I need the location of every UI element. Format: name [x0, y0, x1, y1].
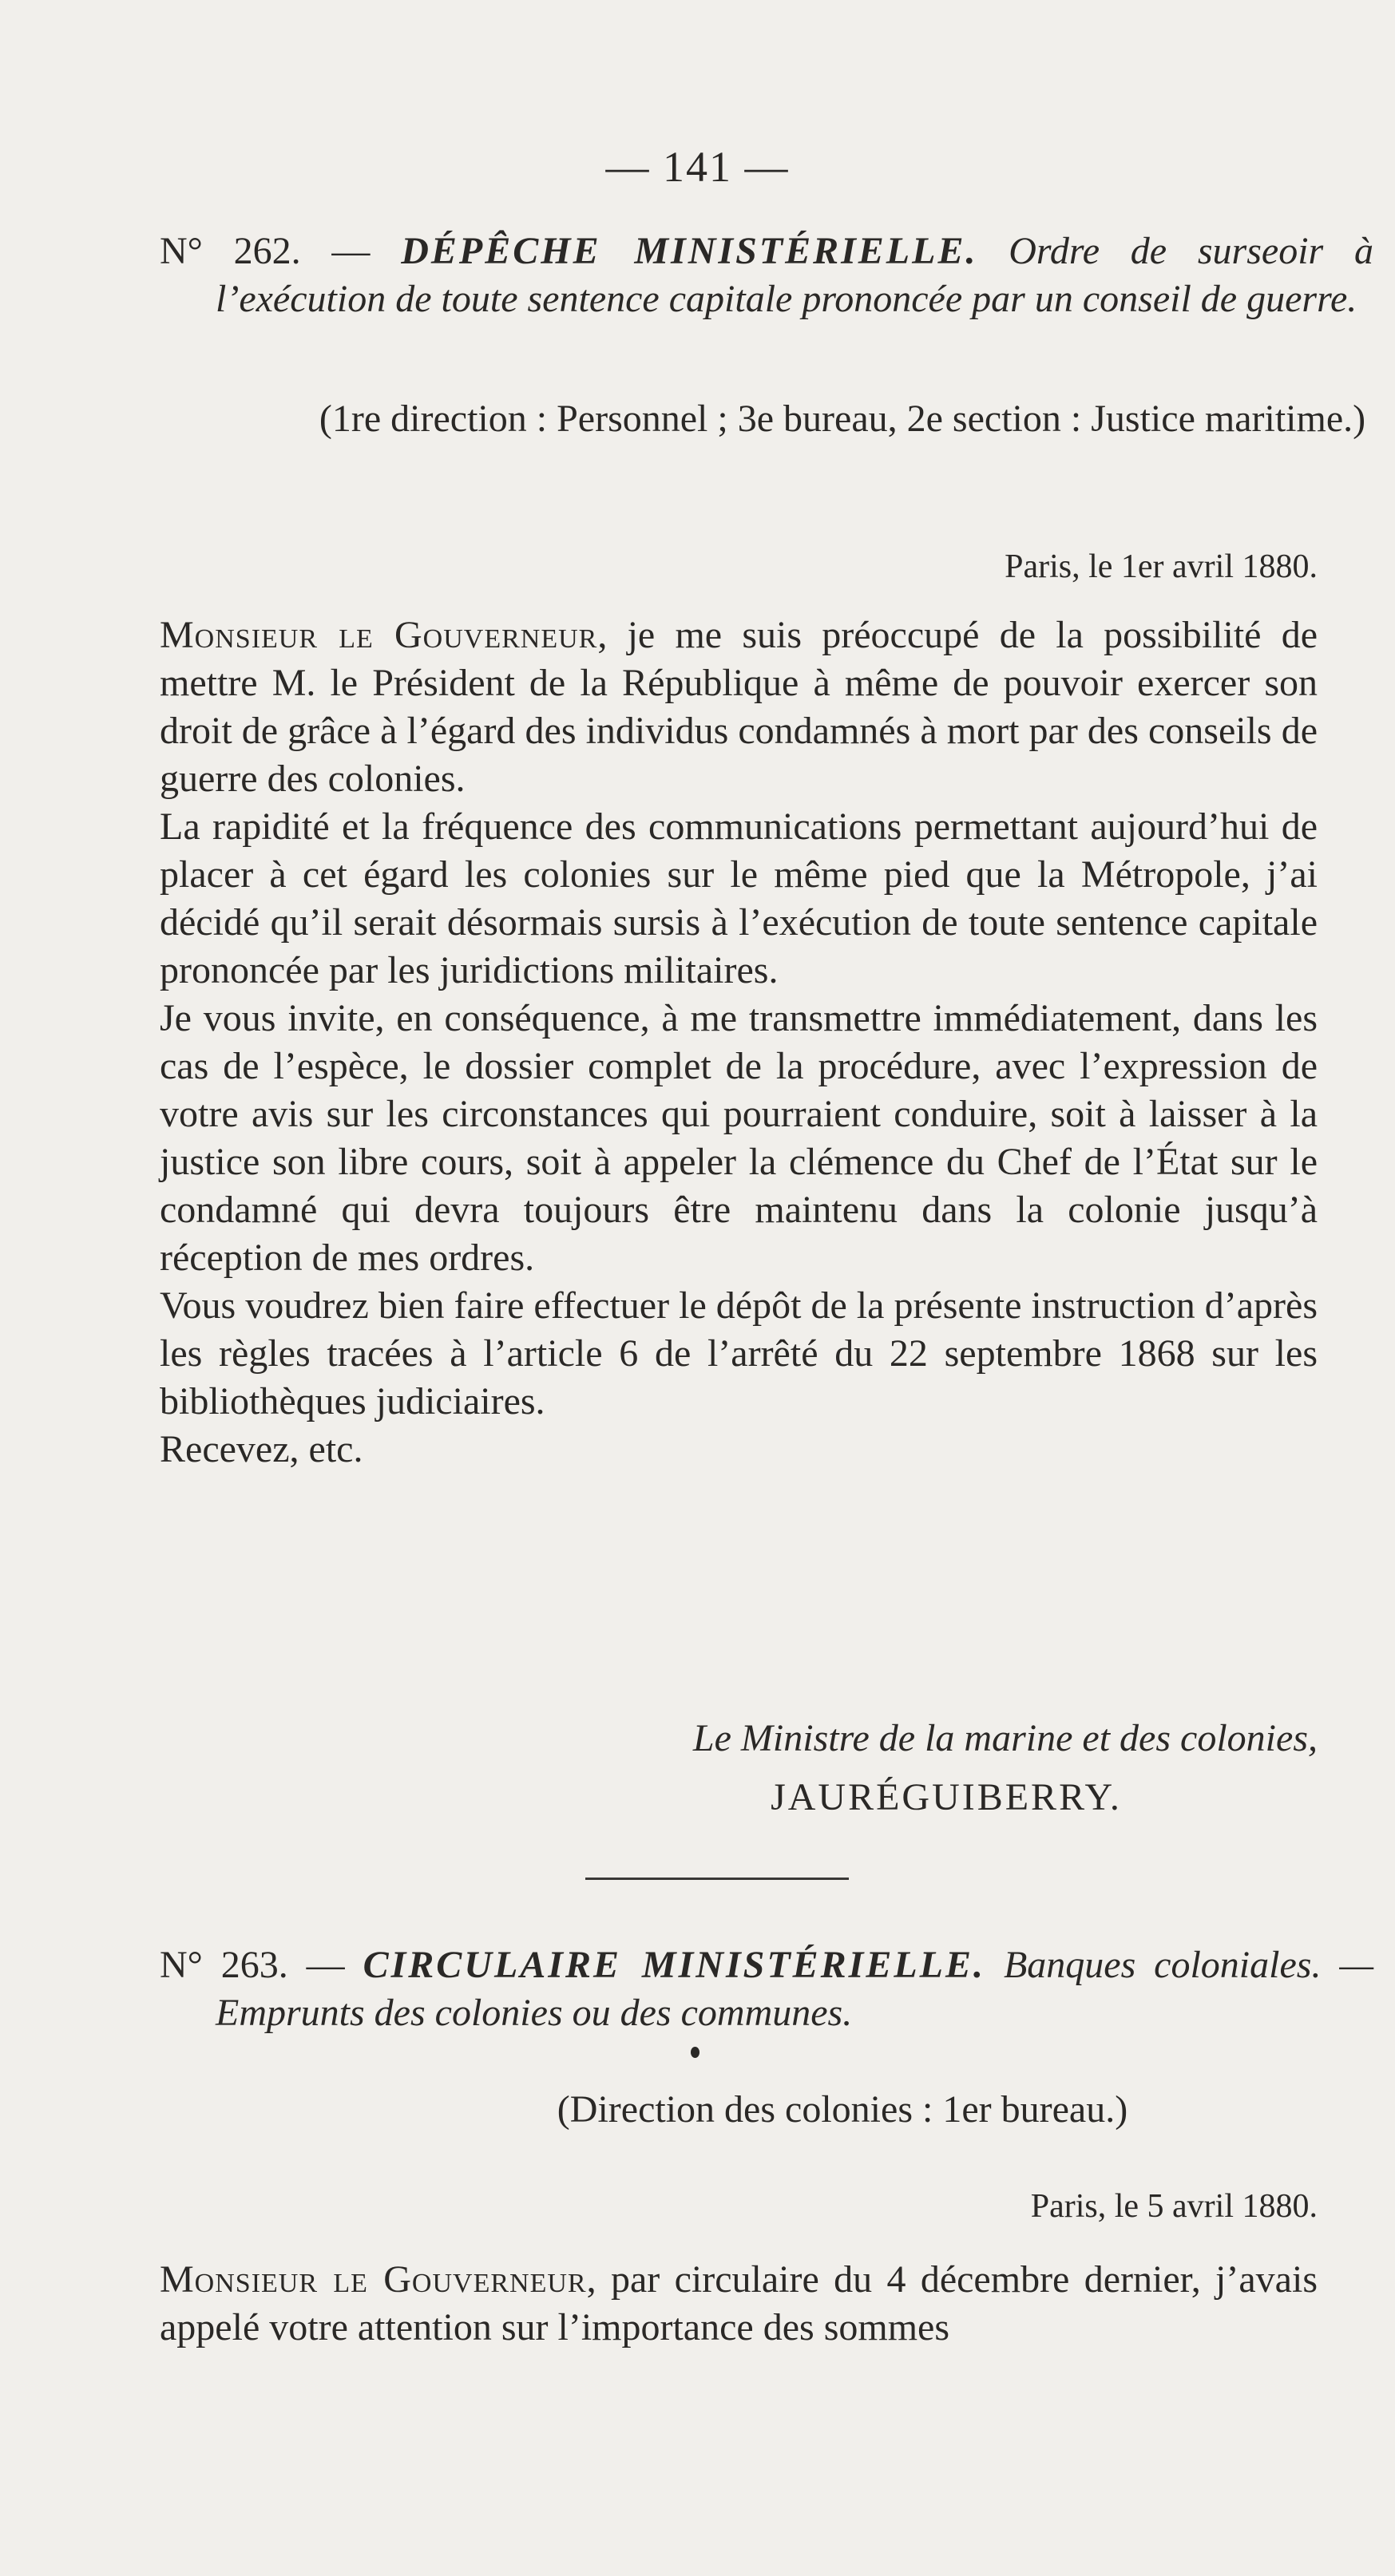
doc263-heading: [160, 1941, 1373, 2037]
doc263-type: CIRCULAIRE MINISTÉRIELLE.: [363, 1944, 986, 1986]
doc262-type: DÉPÊCHE MINISTÉRIELLE.: [401, 230, 978, 272]
doc263-subject: Banques coloniales. — Emprunts des colonies ou des communes.: [216, 1944, 1374, 2034]
doc262-signatory-title: Le Ministre de la marine et des colonies,: [692, 1717, 1318, 1759]
section-divider: [585, 1878, 849, 1880]
doc262-date: Paris, le 1er avril 1880.: [1005, 548, 1318, 585]
doc262-paragraph-3: Je vous invite, en conséquence, à me transmettre immédiatement, dans les cas de l’espèce, le dossier complet de la procédure, avec l’expression de votre avis sur les circonstances qui pourraient conduire, soit à laisser à la justice son libre cours, soit à appeler la clémence du Chef de l’État sur le condamné qui devra toujours être maintenu dans la colonie jusqu’à réception de mes ordres.: [160, 997, 1318, 1279]
doc263-number: N° 263. —: [160, 1944, 345, 1986]
doc262-paragraph-2: La rapidité et la fréquence des communications permettant aujourd’hui de placer à cet égard les colonies sur le même pied que la Métropole, j’ai décidé qu’il serait désormais sursis à l’exécution de toute sentence capitale prononcée par les juridictions militaires.: [160, 805, 1318, 991]
doc262-salutation: Monsieur le Gouverneur: [160, 614, 598, 656]
doc262-paragraph-4: Vous voudrez bien faire effectuer le dépôt de la présente instruction d’après les règles tracées à l’article 6 de l’arrêté du 22 septembre 1868 sur les bibliothèques judiciaires.: [160, 1284, 1318, 1423]
doc262-heading: [160, 228, 1373, 323]
doc262-signatory-name: JAURÉGUIBERRY.: [771, 1776, 1122, 1818]
doc262-body: [160, 611, 1318, 1474]
doc263-date: Paris, le 5 avril 1880.: [1030, 2188, 1318, 2225]
doc263-paragraph-1: [160, 2256, 1318, 2352]
ink-speck: [691, 2047, 699, 2058]
page-number: — 141 —: [605, 143, 790, 191]
doc262-subject: Ordre de surseoir à l’exécution de toute sentence capitale prononcée par un conseil de guerre.: [216, 230, 1374, 320]
doc262-paragraph-1: [160, 611, 1318, 803]
doc262-paragraph-1-text: , je me suis préoccupé de la possibilité de mettre M. le Président de la République à même de pouvoir exercer son droit de grâce à l’égard des individus condamnés à mort par des conseils de guerre des colonies.: [160, 614, 1318, 800]
doc262-direction: (1re direction : Personnel ; 3e bureau, 2e section : Justice maritime.): [319, 398, 1366, 440]
doc262-closing: Recevez, etc.: [160, 1428, 363, 1470]
doc263-direction: (Direction des colonies : 1er bureau.): [557, 2088, 1128, 2131]
doc263-paragraph-1-text: , par circulaire du 4 décembre dernier, j’avais appelé votre attention sur l’importance des sommes: [160, 2258, 1318, 2348]
doc262-number: N° 262. —: [160, 230, 371, 272]
doc263-body: [160, 2256, 1318, 2352]
doc263-salutation: Monsieur le Gouverneur: [160, 2258, 587, 2301]
